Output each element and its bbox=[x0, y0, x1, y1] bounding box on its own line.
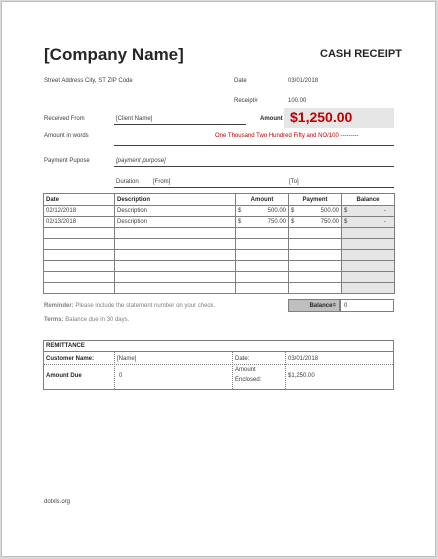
row-payment[interactable] bbox=[289, 217, 342, 228]
row-description[interactable]: Description bbox=[115, 206, 236, 217]
items-table bbox=[43, 193, 395, 294]
receipt-page bbox=[1, 1, 436, 557]
date-value[interactable]: 03/01/2018 bbox=[288, 78, 319, 84]
reminder-label: Reminder: bbox=[44, 303, 74, 309]
empty-cell[interactable] bbox=[236, 239, 289, 250]
col-header-amount: Amount bbox=[236, 194, 289, 206]
amount-in-words-label: Amount in words bbox=[44, 133, 89, 139]
table-row bbox=[44, 228, 395, 239]
empty-cell[interactable] bbox=[236, 283, 289, 294]
remittance-date-label: Date: bbox=[235, 356, 250, 362]
remittance-divider bbox=[114, 352, 115, 389]
duration-from[interactable]: [From] bbox=[153, 179, 171, 185]
remittance-divider bbox=[232, 352, 233, 389]
empty-balance-cell bbox=[342, 283, 395, 294]
received-from-label: Received From bbox=[44, 116, 85, 122]
empty-balance-cell bbox=[342, 250, 395, 261]
row-amount[interactable] bbox=[236, 217, 289, 228]
remittance-row bbox=[44, 352, 393, 365]
empty-cell[interactable] bbox=[236, 228, 289, 239]
reminder-note bbox=[44, 303, 215, 309]
row-balance bbox=[342, 217, 395, 228]
empty-balance-cell bbox=[342, 228, 395, 239]
terms-text: Balance due in 30 days. bbox=[65, 317, 130, 323]
balance-cell-value: - bbox=[384, 219, 386, 225]
currency-sign: $ bbox=[238, 219, 242, 225]
amount-cell-value: 500.00 bbox=[267, 208, 286, 214]
amount-label: Amount bbox=[260, 116, 283, 122]
empty-cell[interactable] bbox=[236, 272, 289, 283]
table-row bbox=[44, 250, 395, 261]
row-date[interactable]: 02/12/2018 bbox=[44, 206, 115, 217]
empty-cell[interactable] bbox=[289, 250, 342, 261]
remittance-title: REMITTANCE bbox=[44, 341, 393, 352]
empty-cell[interactable] bbox=[44, 283, 115, 294]
terms-label: Terms: bbox=[44, 317, 64, 323]
table-row bbox=[44, 283, 395, 294]
remittance-section bbox=[43, 340, 394, 390]
empty-cell[interactable] bbox=[236, 261, 289, 272]
amount-due-value[interactable]: 0 bbox=[119, 373, 123, 379]
empty-cell[interactable] bbox=[115, 228, 236, 239]
received-from-underline bbox=[114, 124, 246, 125]
col-header-payment: Payment bbox=[289, 194, 342, 206]
col-header-description: Description bbox=[115, 194, 236, 206]
empty-cell[interactable] bbox=[115, 261, 236, 272]
balance-cell-value: - bbox=[384, 208, 386, 214]
reminder-text: Please include the statement number on your check. bbox=[75, 303, 216, 309]
payment-purpose-label: Payment Pupose bbox=[44, 158, 90, 164]
table-header-row bbox=[44, 194, 395, 206]
empty-cell[interactable] bbox=[115, 250, 236, 261]
balance-value: 0 bbox=[340, 299, 394, 312]
empty-cell[interactable] bbox=[289, 283, 342, 294]
col-header-balance: Balance bbox=[342, 194, 395, 206]
currency-sign: $ bbox=[238, 208, 242, 214]
receipt-title: CASH RECEIPT bbox=[320, 48, 402, 60]
table-row bbox=[44, 261, 395, 272]
payment-purpose-underline bbox=[114, 166, 394, 167]
row-payment[interactable] bbox=[289, 206, 342, 217]
customer-name-label: Customer Name: bbox=[46, 356, 95, 362]
empty-cell[interactable] bbox=[289, 239, 342, 250]
terms-note bbox=[44, 317, 129, 323]
table-row bbox=[44, 272, 395, 283]
duration-to[interactable]: [To] bbox=[289, 179, 299, 185]
empty-cell[interactable] bbox=[115, 239, 236, 250]
col-header-date: Date bbox=[44, 194, 115, 206]
amount-enclosed-value[interactable]: $1,250.00 bbox=[288, 373, 315, 379]
amount-due-label: Amount Due bbox=[46, 373, 82, 379]
duration-underline bbox=[114, 187, 394, 188]
empty-cell[interactable] bbox=[44, 272, 115, 283]
empty-cell[interactable] bbox=[289, 272, 342, 283]
company-address: Street Address City, ST ZIP Code bbox=[44, 78, 133, 84]
remittance-divider bbox=[285, 352, 286, 389]
currency-sign: $ bbox=[291, 208, 295, 214]
empty-balance-cell bbox=[342, 261, 395, 272]
duration-label: Duration bbox=[116, 179, 139, 185]
balance-label: Balance= bbox=[288, 299, 340, 312]
row-description[interactable]: Description bbox=[115, 217, 236, 228]
row-balance bbox=[342, 206, 395, 217]
customer-name-value[interactable]: [Name] bbox=[117, 356, 137, 362]
currency-sign: $ bbox=[291, 219, 295, 225]
empty-balance-cell bbox=[342, 272, 395, 283]
amount-enclosed-label: Amount bbox=[235, 367, 256, 373]
empty-cell[interactable] bbox=[44, 250, 115, 261]
amount-value[interactable]: $1,250.00 bbox=[290, 109, 353, 125]
empty-balance-cell bbox=[342, 239, 395, 250]
row-date[interactable]: 02/13/2018 bbox=[44, 217, 115, 228]
empty-cell[interactable] bbox=[289, 261, 342, 272]
table-row bbox=[44, 206, 395, 217]
payment-cell-value: 750.00 bbox=[320, 219, 339, 225]
row-amount[interactable] bbox=[236, 206, 289, 217]
amount-enclosed-label: Enclosed: bbox=[235, 377, 262, 383]
empty-cell[interactable] bbox=[44, 261, 115, 272]
empty-cell[interactable] bbox=[289, 228, 342, 239]
currency-sign: $ bbox=[344, 219, 348, 225]
payment-purpose-value[interactable]: [payment purpose] bbox=[116, 158, 166, 164]
company-name: [Company Name] bbox=[44, 45, 184, 64]
remittance-date-value[interactable]: 03/01/2018 bbox=[288, 356, 319, 362]
payment-cell-value: 500.00 bbox=[320, 208, 339, 214]
receipt-number-label: Receipt# bbox=[234, 98, 258, 104]
site-footer: dotxls.org bbox=[44, 499, 71, 505]
table-row bbox=[44, 239, 395, 250]
amount-cell-value: 750.00 bbox=[267, 219, 286, 225]
table-row bbox=[44, 217, 395, 228]
currency-sign: $ bbox=[344, 208, 348, 214]
empty-cell[interactable] bbox=[236, 250, 289, 261]
receipt-number-value[interactable]: 100.00 bbox=[288, 98, 307, 104]
empty-cell[interactable] bbox=[115, 283, 236, 294]
amount-in-words-underline bbox=[114, 145, 394, 146]
received-from-value[interactable]: [Client Name] bbox=[116, 116, 153, 122]
empty-cell[interactable] bbox=[44, 228, 115, 239]
date-label: Date bbox=[234, 78, 247, 84]
empty-cell[interactable] bbox=[115, 272, 236, 283]
empty-cell[interactable] bbox=[44, 239, 115, 250]
amount-in-words-value[interactable]: One Thousand Two Hundred Fifty and NO/100 --------- bbox=[215, 133, 359, 139]
